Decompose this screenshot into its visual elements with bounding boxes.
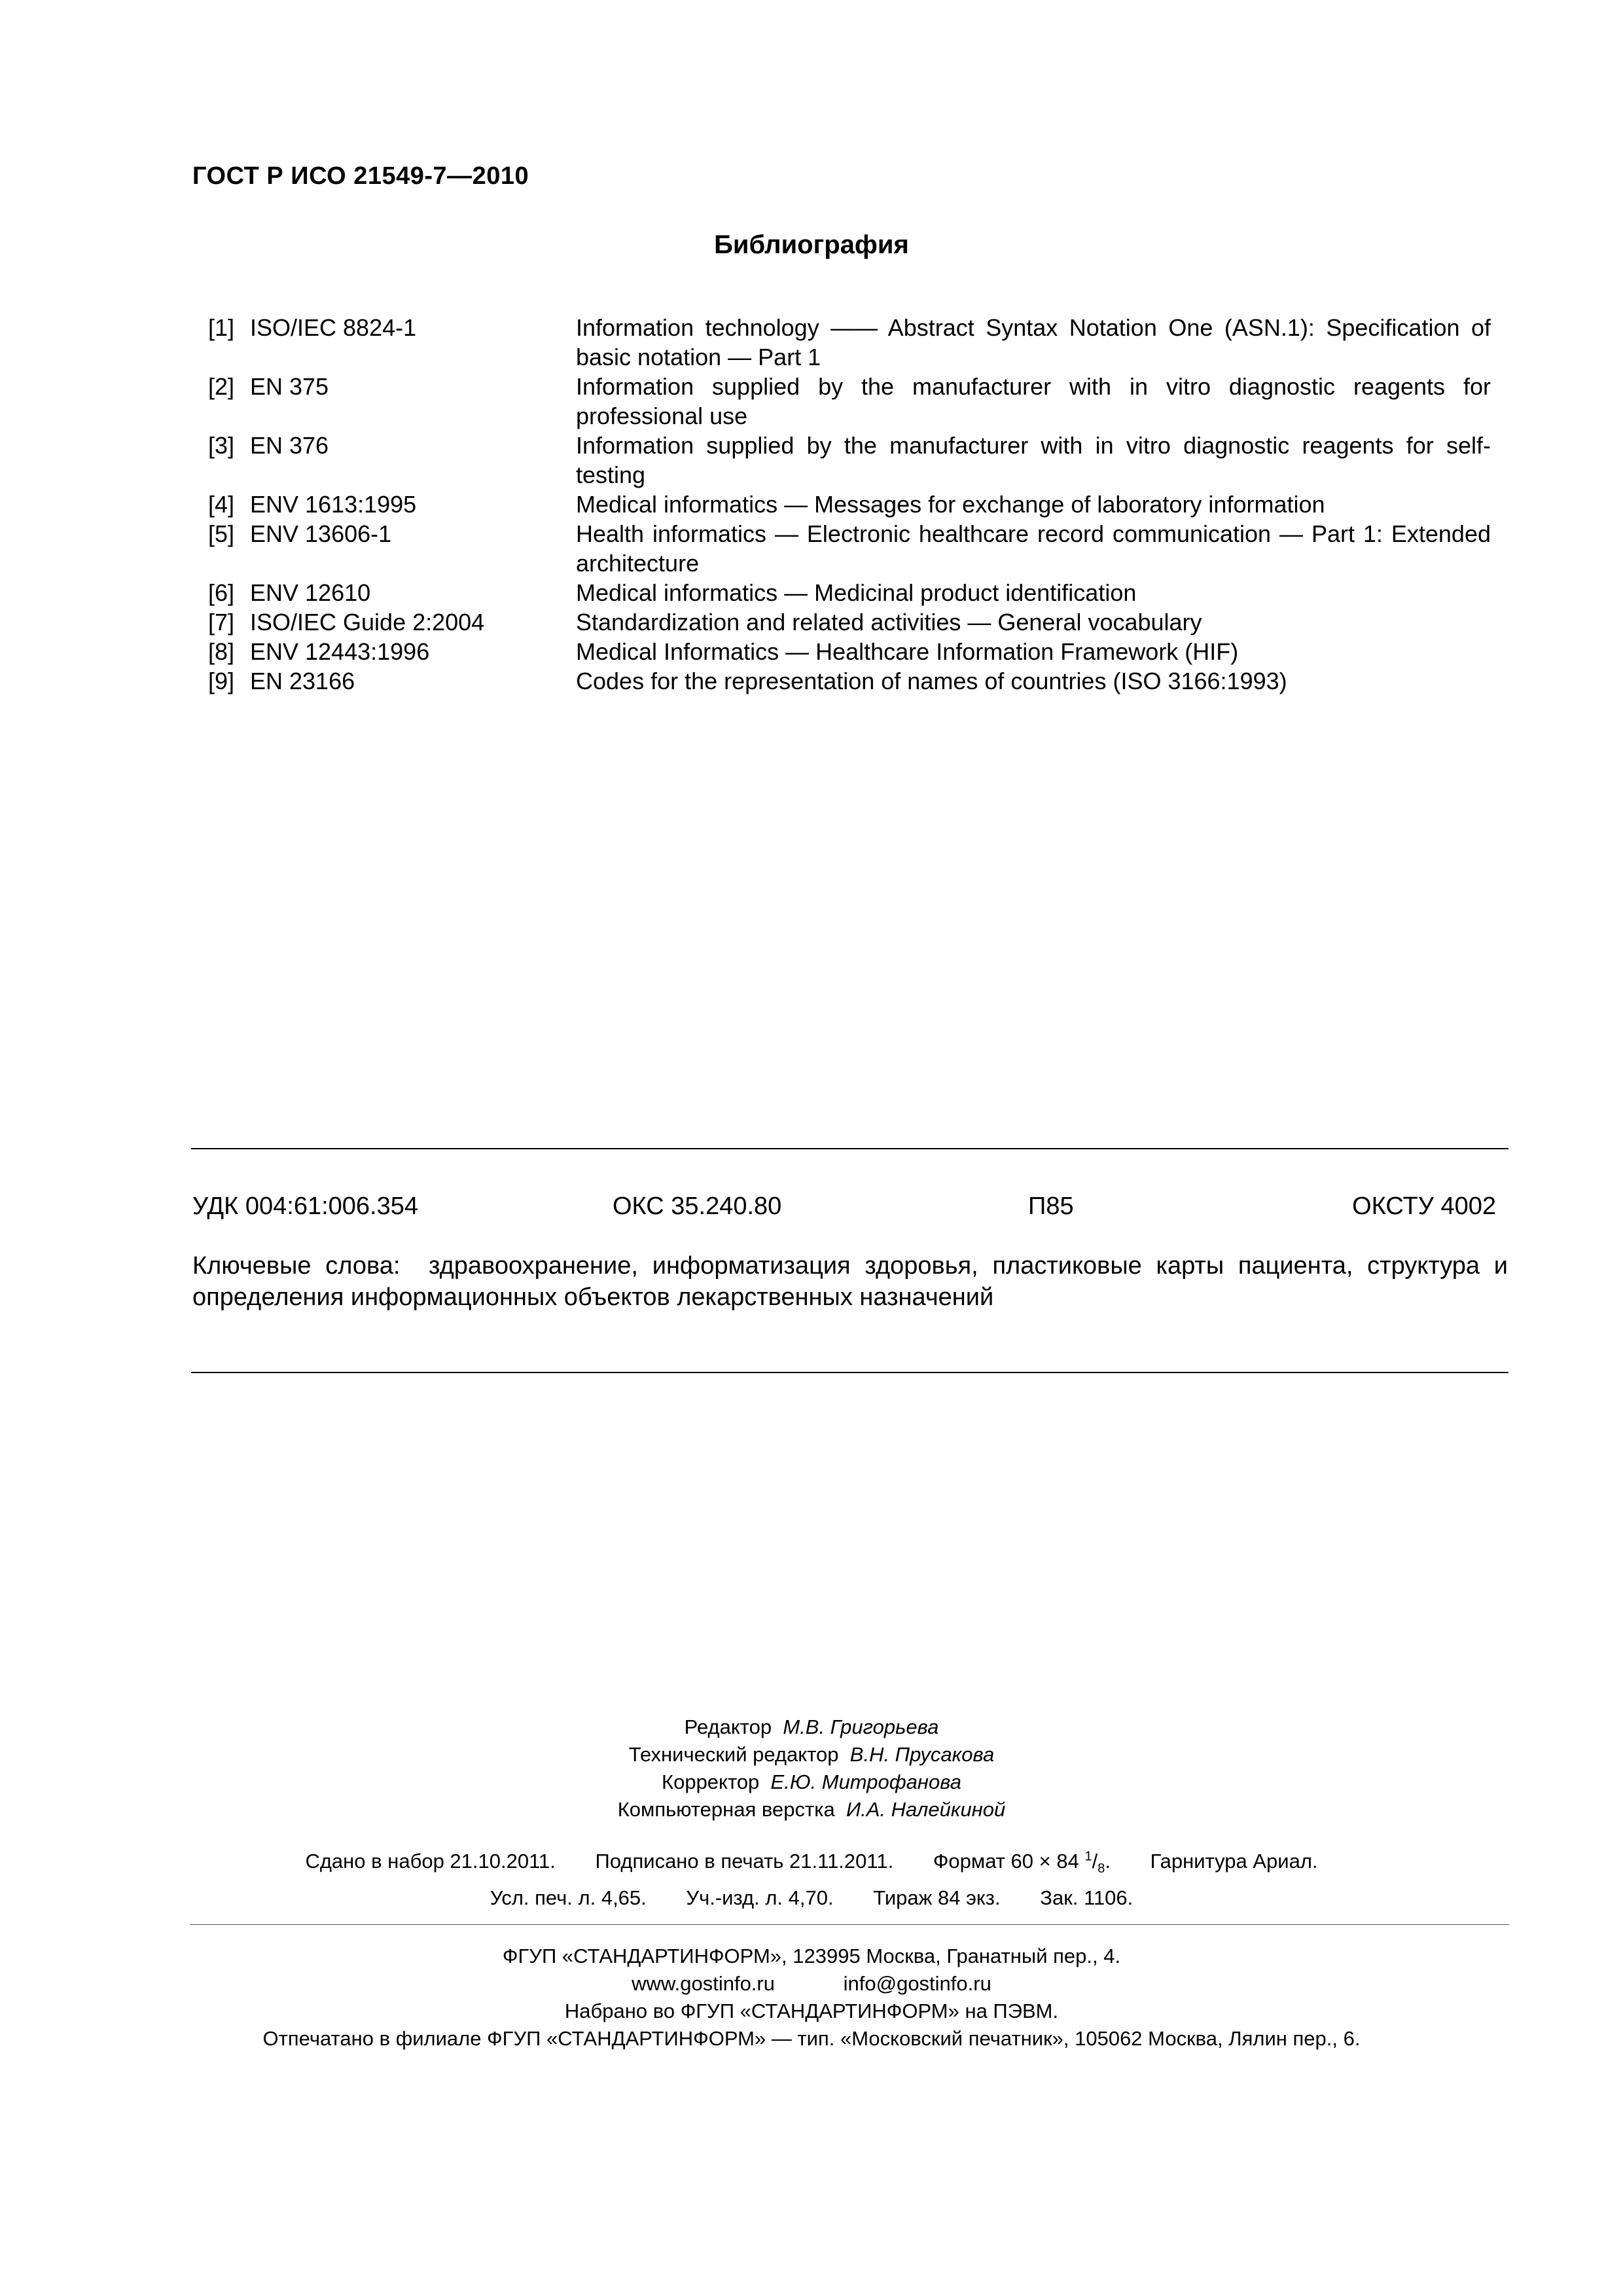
credit-line [0, 1741, 1623, 1768]
bib-item-number: [5] [208, 520, 235, 547]
publisher-website: www.gostinfo.ru [632, 1972, 775, 1995]
printing-line-2 [0, 1886, 1623, 1910]
typeface: Гарнитура Ариал. [1150, 1850, 1318, 1873]
credit-role: Редактор [684, 1715, 772, 1738]
submitted-date: Сдано в набор 21.10.2011. [305, 1850, 556, 1873]
keywords-block [192, 1250, 1508, 1313]
document-standard-header: ГОСТ Р ИСО 21549-7—2010 [192, 162, 529, 190]
bib-item-code: ENV 12443:1996 [250, 638, 430, 665]
circulation: Тираж 84 экз. [873, 1886, 1001, 1909]
keywords-label: Ключевые слова: [192, 1252, 401, 1280]
bib-item-title: Information supplied by the manufacturer with in vitro diagnostic reagents for self-testing [576, 432, 1491, 488]
bibliography-item [208, 607, 1491, 637]
credit-line [0, 1796, 1623, 1823]
typeset-note: Набрано во ФГУП «СТАНДАРТИНФОРМ» на ПЭВМ. [564, 2000, 1059, 2022]
publisher-email: info@gostinfo.ru [843, 1972, 991, 1995]
bibliography-item [208, 431, 1491, 490]
credit-role: Корректор [662, 1770, 760, 1793]
divider-middle [191, 1372, 1508, 1373]
bib-item-title: Standardization and related activities — General vocabulary [576, 609, 1202, 636]
divider-bottom [190, 1924, 1509, 1925]
credit-line [0, 1713, 1623, 1741]
bibliography-title: Библиография [714, 230, 909, 259]
bibliography-item [208, 519, 1491, 578]
bibliography-item [208, 637, 1491, 666]
uch-sheets: Уч.-изд. л. 4,70. [686, 1886, 834, 1909]
credit-person: В.Н. Прусакова [849, 1743, 995, 1766]
format-numerator: 1 [1084, 1850, 1092, 1864]
bibliography-item [208, 578, 1491, 607]
bib-item-number: [3] [208, 432, 235, 459]
bib-item-code: ENV 1613:1995 [250, 491, 417, 518]
bib-item-number: [9] [208, 668, 235, 694]
bib-item-number: [7] [208, 609, 235, 636]
bib-item-code: EN 23166 [250, 668, 355, 694]
oks-code: ОКС 35.240.80 [613, 1193, 782, 1220]
bib-item-code: ISO/IEC Guide 2:2004 [250, 609, 485, 636]
credit-person: И.А. Налейкиной [846, 1798, 1006, 1821]
credit-role: Компьютерная верстка [617, 1798, 835, 1821]
bib-item-title: Health informatics — Electronic healthcare record communication — Part 1: Extended architecture [576, 520, 1491, 577]
bib-item-number: [1] [208, 314, 235, 341]
format-denominator: 8 [1097, 1861, 1105, 1876]
classification-line [0, 1193, 1623, 1225]
printed-note: Отпечатано в филиале ФГУП «СТАНДАРТИНФОРМ» — тип. «Московский печатник», 105062 Москва, Лялин пер., 6. [262, 2027, 1361, 2050]
format-label: Формат 60 × 84 [933, 1850, 1079, 1873]
order-number: Зак. 1106. [1040, 1886, 1133, 1909]
bib-item-title: Information supplied by the manufacturer with in vitro diagnostic reagents for professional use [576, 373, 1491, 429]
bib-item-number: [2] [208, 373, 235, 400]
publisher-contacts [0, 1970, 1623, 1998]
paper-format: Формат 60 × 84 $^1/_8$. [933, 1850, 1116, 1876]
bib-item-code: EN 376 [250, 432, 329, 459]
divider-top [191, 1148, 1508, 1149]
bibliography-item [208, 372, 1491, 431]
bib-item-number: [6] [208, 579, 235, 606]
bibliography-list [208, 313, 1491, 696]
bib-item-number: [4] [208, 491, 235, 518]
printing-line-1 [0, 1850, 1623, 1877]
bib-item-title: Codes for the representation of names of countries (ISO 3166:1993) [576, 668, 1287, 694]
usl-sheets: Усл. печ. л. 4,65. [490, 1886, 647, 1909]
bibliography-item [208, 666, 1491, 696]
credit-role: Технический редактор [628, 1743, 839, 1766]
udk-code: УДК 004:61:006.354 [192, 1193, 419, 1220]
credit-line [0, 1768, 1623, 1796]
bib-item-code: ISO/IEC 8824-1 [250, 314, 417, 341]
bib-item-code: ENV 12610 [250, 579, 371, 606]
bibliography-item [208, 313, 1491, 372]
p-code: П85 [1028, 1193, 1074, 1220]
credits-block [0, 1713, 1623, 1823]
bib-item-title: Medical informatics — Medicinal product identification [576, 579, 1137, 606]
bib-item-code: ENV 13606-1 [250, 520, 392, 547]
bibliography-item [208, 490, 1491, 519]
publisher-address: ФГУП «СТАНДАРТИНФОРМ», 123995 Москва, Гранатный пер., 4. [502, 1945, 1121, 1967]
credit-person: М.В. Григорьева [783, 1715, 939, 1738]
credit-person: Е.Ю. Митрофанова [770, 1770, 961, 1793]
bib-item-number: [8] [208, 638, 235, 665]
okstu-code: ОКСТУ 4002 [1352, 1193, 1496, 1220]
keywords-text: здравоохранение, информатизация здоровья, пластиковые карты пациента, структура и определения информационных объектов лекарственных назначений [192, 1252, 1508, 1311]
publisher-block [0, 1943, 1623, 2053]
bib-item-title: Medical informatics — Messages for exchange of laboratory information [576, 491, 1325, 518]
bib-item-title: Medical Informatics — Healthcare Information Framework (HIF) [576, 638, 1239, 665]
bib-item-code: EN 375 [250, 373, 329, 400]
bib-item-title: Information technology —— Abstract Syntax Notation One (ASN.1): Specification of basic notation — Part 1 [576, 314, 1491, 370]
signed-date: Подписано в печать 21.11.2011. [595, 1850, 894, 1873]
